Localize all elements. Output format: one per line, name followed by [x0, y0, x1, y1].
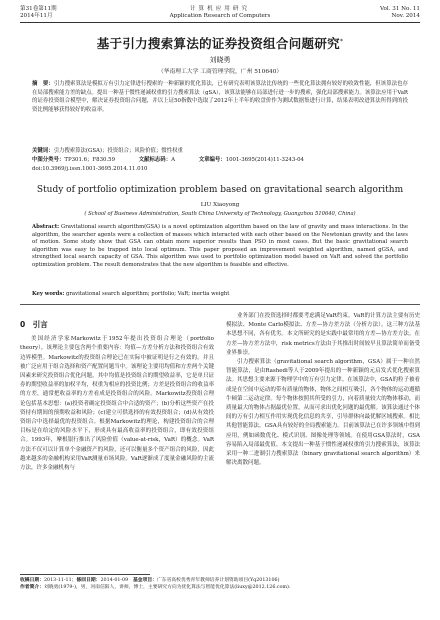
clc-field: [32, 157, 115, 163]
keywords-en: [32, 291, 408, 299]
bio-text: 刘晓勇(1979-)，男，河南信阳人，讲师，博士，主要研究方向为优化算法与智能优化算法(liuxy@2012.126.com).: [44, 585, 291, 591]
author-cn: 刘晓勇: [209, 56, 231, 64]
abstract-en-label: Abstract:: [32, 224, 60, 230]
doi[interactable]: doi:10.3969/j.issn.1001-3695.2014.11.010: [32, 166, 148, 172]
code-label: 文献标志码：: [138, 157, 172, 163]
code-value: A: [171, 157, 175, 163]
abstract-cn: [32, 80, 408, 114]
revised-date: 2014-01-09: [100, 578, 129, 583]
affiliation-en: ( School of Business Administration, South China University of Technology, Guangzhou 510640, China): [84, 211, 356, 217]
body-paragraph: 业务部门在投资选择时都要考虑满足VaR约束。VaR的计算方法主要有历史模拟法、Monte Carlo模拟法、方差—协方差方法（分析方法）。这三种方法基本思想不同，各有优劣。本文所研究的是实践中最常用的方差—协方差方法。在方差—协方差方法中，risk metrics方法由于其推出时间较早且算法简单而备受业界推崇。: [226, 313, 420, 356]
header-date: 2014年11月: [20, 13, 53, 19]
header-journal-en: Application Research of Computers: [169, 13, 271, 19]
author-en: LIU Xiaoyong: [200, 202, 240, 208]
footnote-dates: 收稿日期：2013-11-11；修回日期：2014-01-09 基金项目：广东省高校优秀青年教师培养计划资助项目(Yq2013106): [20, 578, 280, 583]
fund-label: 基金项目：: [132, 578, 157, 583]
running-header: [20, 6, 420, 26]
header-journal-cn: 计算机应用研究: [189, 6, 251, 12]
header-volume-en: Vol. 31 No. 11: [380, 6, 420, 12]
title-text: 基于引力搜索算法的证券投资组合问题研究: [96, 36, 340, 51]
code-field: [139, 157, 175, 163]
abstract-cn-label: 摘 要：: [32, 81, 54, 87]
body-rule: [20, 304, 420, 305]
article-label: 文章编号：: [198, 157, 226, 163]
keywords-en-text: gravitational search algorithm; portfolio; VaR; inertia weight: [66, 291, 230, 297]
received-label: 收稿日期：: [20, 578, 44, 583]
body-paragraph: 引力搜索算法（gravitational search algorithm，GSA）属于一种自然智能算法，是由Rashedi等人于2009年提出的一种新颖的元启发式优化搜索算法。其思想主要来源于物理学中的万有引力定律。在该算法中，GSA的粒子被看成是在空间中运动的带有质量的物体，物体之间相互吸引，各个物体的运动遵循牛顿第二运动定律。每个物体按照其所受的引力，向着质量较大的物体移动，而质量最大的物体占据最优位置，从而可求出优化问题的最优解。该算法通过个体间的万有引力相互作用实现优化信息的共享，引导群体向最优解区域搜索。相比其他智能算法，GSA具有较好的全局搜索能力。目前该算法已在许多领域中得到应用，例如函数优化、模式识别、图像处理等领域。在使用GSA算法时，GSA容易陷入局部最优值。本文提出一种基于惯性递减权重的引力搜索算法，该算法采用一种二进制引力搜索算法（binary gravitational search algorithm）来解决离散问题。: [226, 359, 420, 467]
clc-label: 中图分类号：: [32, 157, 65, 163]
abstract-en: [32, 224, 408, 270]
keywords-en-label: Key words:: [32, 291, 65, 297]
classification-line: [32, 156, 408, 164]
paper-title-cn: [20, 34, 420, 52]
bio-label: 作者简介：: [20, 585, 44, 591]
body-paragraph: 美国经济学家Markowitz于1952年提出投资组合理论（portfolio theory），该理论主要包含两个重要内容：均值—方差分析方法和投资组合有效边界模型。Markowitz的投资组合理论已在实际中被证明是行之有效的，并且被广泛应用于组合选择和资产配置问题当中。该理论主要用均值和方差两个关键因素来研究投资组合优化问题，其中均值是投资组合的期望收益率，它是单只证券的期望收益率的加权平均，权重为相应的投资比例；方差是投资组合的收益率的方差，通常把收益率的方差看成是投资组合的风险。Markowitz投资组合理论包括基本思想：(a)投资者确定投资组合中合适的资产；(b)分析这些资产在投资持有期间的预期收益和风险；(c)建立可供选择的有效投资组合；(d)从有效投资组合中选择最优的投资组合。根据Markowitz的理论，构建投资组合的合理目标是在给定的风险水平下，形成具有最高收益率的投资组合，即有效投资组合。1993年，摩根银行推出了风险价值（value-at-risk，VaR）的概念。VaR方法不仅可以计算单个金融资产的风险，还可以衡量多个资产组合的风险，因此越来越多的金融机构采用VaR测量市场风险。VaR逐渐成了度量金融风险的主流方法，许多金融机构与: [20, 336, 214, 472]
fund-text: 广东省高校优秀青年教师培养计划资助项目(Yq2013106): [156, 578, 280, 583]
body-column-right: [226, 312, 420, 468]
received-date: 2013-11-11: [44, 578, 72, 583]
header-volume: 第31卷第11期: [20, 6, 57, 12]
article-field: [199, 157, 304, 163]
revised-label: 修回日期：: [76, 578, 101, 583]
abstract-cn-text: 引力搜索算法是模拟万有引力定律进行搜索的一种新颖的优化算法，已有研究表明该算法比传统的一些优化算法拥有较好的收敛性能，但该算法也存在局部搜索能力差的缺点。提出一种基于惯性递减权重的引力搜索算法（gSA），该算法能够在局部进行进一步的搜索，强化局部搜索能力。该算法应用于VaR的证券投资组合模型中，解决证券投资组合问题，并以上证50指数中选取了2012年上半年的收盘价作为测试数据集进行计算，结果表明改进算法所得到的投资比例能够获得较好的收益率。: [32, 81, 408, 113]
abstract-en-text: Gravitational search algorithm(GSA) is a novel optimization algorithm based on the law of gravity and mass interactions. In the algorithm, the searcher agents were a collection of masses which interacted with each other based on the Newtonian gravity and the laws of motion. Some study show that GSA can obtain more superior results than PSO in most cases. But the basic gravitational search algorithm was easy to be trapped into local optimum. This paper proposed an improvement weighted algorithm, named gGSA, and strengthed local search capacity of GSA. This algorithm was used to portfolio optimization model based on VaR and solved the portfolio optimization problem. The result demonstrates that the new algorithm is feasible and effective.: [32, 224, 408, 268]
keywords-cn-label: 关键词：: [32, 148, 54, 154]
header-right: [380, 6, 420, 20]
paper-title-en: Study of portfolio optimization problem based on gravitational search algorithm: [36, 185, 404, 195]
affiliation-cn: （华南理工大学 工商管理学院，广州 510640）: [157, 69, 283, 75]
footnote: [20, 577, 420, 591]
header-center: [20, 6, 420, 20]
body-column-left: [20, 312, 214, 473]
footnote-rule: [20, 574, 150, 575]
keywords-cn: [32, 147, 408, 155]
header-rule: [20, 22, 420, 23]
article-value: 1001-3695(2014)11-3243-04: [225, 157, 304, 163]
section-heading: 0 引言: [20, 320, 48, 329]
keywords-cn-text: 引力搜索算法(GSA)；投资组合；风险价值；惯性权重: [53, 148, 183, 154]
clc-value: TP301.6；F830.59: [64, 157, 116, 163]
footnote-bio: [20, 584, 420, 591]
title-footnote-mark: *: [339, 37, 344, 45]
header-date-en: Nov. 2014: [391, 13, 420, 19]
